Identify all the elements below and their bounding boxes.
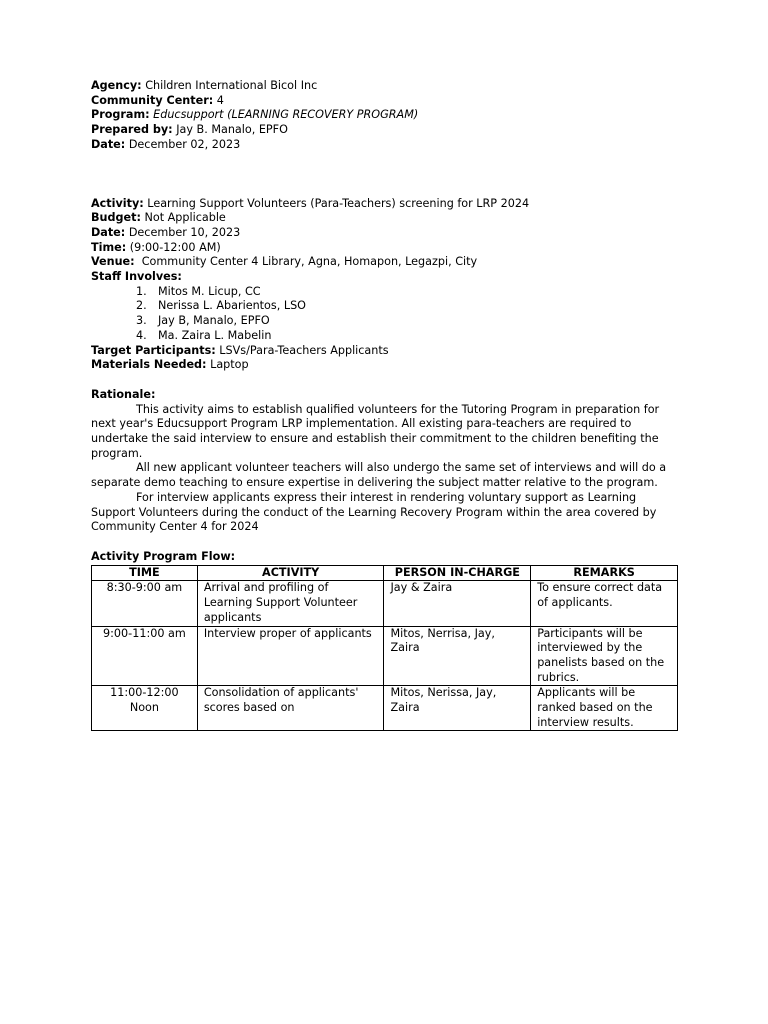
list-item: 1. Mitos M. Licup, CC <box>136 284 261 298</box>
time-line <box>91 241 681 256</box>
venue-line <box>91 255 681 270</box>
time-value: (9:00-12:00 AM) <box>129 240 221 254</box>
cell-person: Jay & Zaira <box>384 581 531 626</box>
activity-date-label: Date: <box>91 225 126 239</box>
document-body <box>91 79 681 731</box>
table-row <box>92 581 678 626</box>
activity-label: Activity: <box>91 196 144 210</box>
cell-person: Mitos, Nerissa, Jay, Zaira <box>384 686 531 731</box>
rationale-paragraph-2: All new applicant volunteer teachers will also undergo the same set of interviews and will do a separate demo teaching to ensure expertise in delivering the subject matter relative to the program. <box>91 461 667 490</box>
activity-line <box>91 197 681 212</box>
agency-label: Agency: <box>91 79 142 92</box>
center-line <box>91 94 681 109</box>
rationale-heading: Rationale: <box>91 387 156 401</box>
rationale-paragraph-3: For interview applicants express their interest in rendering voluntary support as Learning Support Volunteers during the conduct of the Learning Recovery Program within the area covered by Community Center 4 for 2024 <box>91 490 657 534</box>
venue-label: Venue: <box>91 255 135 269</box>
staff-list <box>91 285 681 344</box>
budget-line <box>91 211 681 226</box>
cell-activity: Consolidation of applicants' scores based on <box>197 686 384 731</box>
agency-line <box>91 79 681 94</box>
cell-remarks: To ensure correct data of applicants. <box>531 581 678 626</box>
venue-value: Community Center 4 Library, Agna, Homapon, Legazpi, City <box>141 255 478 269</box>
date-value: December 02, 2023 <box>128 137 241 151</box>
flow-heading: Activity Program Flow: <box>91 549 236 563</box>
target-line <box>91 344 681 359</box>
prepared-label: Prepared by: <box>91 123 173 137</box>
header-person: PERSON IN-CHARGE <box>384 565 531 581</box>
time-label: Time: <box>91 240 127 254</box>
table-row <box>92 686 678 731</box>
materials-value: Laptop <box>210 358 249 372</box>
budget-value: Not Applicable <box>144 211 226 225</box>
cell-time: 11:00-12:00 Noon <box>92 686 198 731</box>
cell-activity: Arrival and profiling of Learning Support Volunteer applicants <box>197 581 384 626</box>
target-value: LSVs/Para-Teachers Applicants <box>219 343 389 357</box>
cell-person: Mitos, Nerrisa, Jay, Zaira <box>384 626 531 686</box>
materials-label: Materials Needed: <box>91 358 207 372</box>
program-label: Program: <box>91 108 150 122</box>
cell-remarks: Applicants will be ranked based on the interview results. <box>531 686 678 731</box>
header-activity: ACTIVITY <box>197 565 384 581</box>
prepared-value: Jay B. Manalo, EPFO <box>176 123 288 137</box>
rationale-paragraph-1: This activity aims to establish qualified volunteers for the Tutoring Program in preparation for next year's Educsupport Program LRP implementation. All existing para-teachers are required to undertake the said interview to ensure and establish their commitment to the children benefiting the program. <box>91 402 660 460</box>
list-item: 4. Ma. Zaira L. Mabelin <box>136 328 272 342</box>
staff-label: Staff Involves: <box>91 270 182 284</box>
materials-line <box>91 358 681 373</box>
center-label: Community Center: <box>91 93 214 107</box>
target-label: Target Participants: <box>91 343 216 357</box>
header-remarks: REMARKS <box>531 565 678 581</box>
table-row <box>92 626 678 686</box>
cell-remarks: Participants will be interviewed by the panelists based on the rubrics. <box>531 626 678 686</box>
date-line <box>91 138 681 153</box>
center-value: 4 <box>216 93 224 107</box>
activity-date-value: December 10, 2023 <box>128 225 241 239</box>
activity-date-line <box>91 226 681 241</box>
activity-value: Learning Support Volunteers (Para-Teachers) screening for LRP 2024 <box>147 196 530 210</box>
list-item: 2. Nerissa L. Abarientos, LSO <box>136 299 306 313</box>
program-value: Educsupport (LEARNING RECOVERY PROGRAM) <box>153 108 419 122</box>
table-header-row <box>92 565 678 581</box>
staff-heading <box>91 270 681 285</box>
program-line <box>91 108 681 123</box>
agency-value: Children International Bicol Inc <box>145 79 318 92</box>
date-label: Date: <box>91 137 126 151</box>
prepared-line <box>91 123 681 138</box>
cell-activity: Interview proper of applicants <box>197 626 384 686</box>
cell-time: 9:00-11:00 am <box>92 626 198 686</box>
cell-time: 8:30-9:00 am <box>92 581 198 626</box>
list-item: 3. Jay B, Manalo, EPFO <box>136 314 270 328</box>
header-time: TIME <box>92 565 198 581</box>
program-flow-table <box>91 565 678 732</box>
budget-label: Budget: <box>91 211 141 225</box>
